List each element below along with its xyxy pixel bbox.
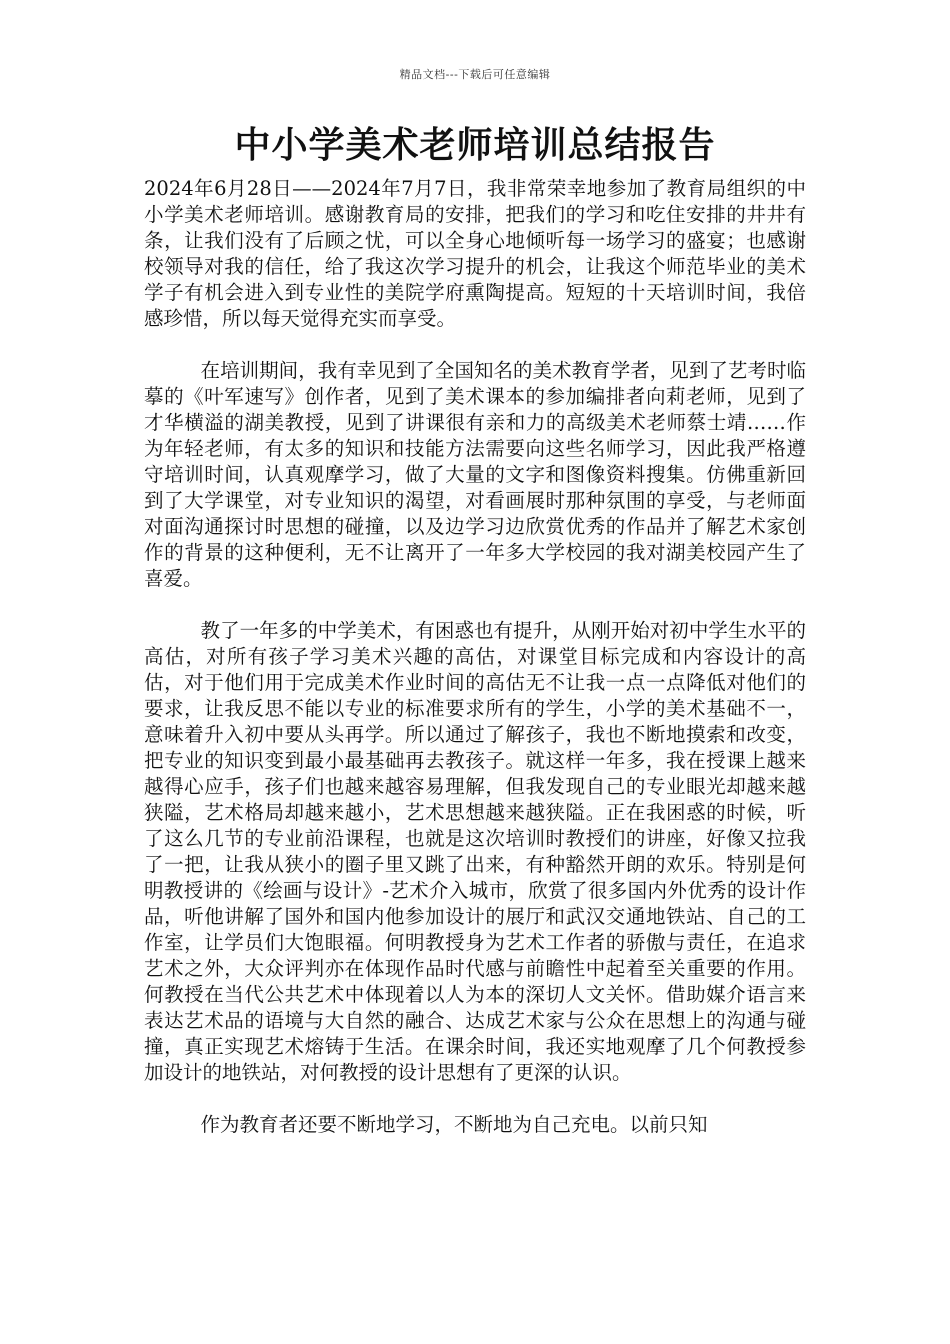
header-note: 精品文档---下载后可任意编辑: [399, 68, 551, 81]
paragraph-1: 2024年6月28日——2024年7月7日，我非常荣幸地参加了教育局组织的中小学美术老师培训。感谢教育局的安排，把我们的学习和吃住安排的井井有条，让我们没有了后顾之忧，可以全身心地倾听每一场学习的盛宴；也感谢校领导对我的信任，给了我这次学习提升的机会，让我这个师范毕业的美术学子有机会进入到专业性的美院学府熏陶提高。短短的十天培训时间，我倍感珍惜，所以每天觉得充实而享受。: [144, 177, 806, 330]
document-title: 中小学美术老师培训总结报告: [234, 124, 716, 166]
document-body: [144, 176, 806, 1138]
paragraph-3: 教了一年多的中学美术，有困惑也有提升，从刚开始对初中学生水平的高估，对所有孩子学习美术兴趣的高估，对课堂目标完成和内容设计的高估，对于他们用于完成美术作业时间的高估无不让我一点一点降低对他们的要求，让我反思不能以专业的标准要求所有的学生，小学的美术基础不一，意味着升入初中要从头再学。所以通过了解孩子，我也不断地摸索和改变，把专业的知识变到最小最基础再去教孩子。就这样一年多，我在授课上越来越得心应手，孩子们也越来越容易理解，但我发现自己的专业眼光却越来越狭隘，艺术格局却越来越小，艺术思想越来越狭隘。正在我困惑的时候，听了这么几节的专业前沿课程，也就是这次培训时教授们的讲座，好像又拉我了一把，让我从狭小的圈子里又跳了出来，有种豁然开朗的欢乐。特别是何明教授讲的《绘画与设计》-艺术介入城市，欣赏了很多国内外优秀的设计作品，听他讲解了国外和国内他参加设计的展厅和武汉交通地铁站、自己的工作室，让学员们大饱眼福。何明教授身为艺术工作者的骄傲与责任，在追求艺术之外，大众评判亦在体现作品时代感与前瞻性中起着至关重要的作用。何教授在当代公共艺术中体现着以人为本的深切人文关怀。借助媒介语言来表达艺术品的语境与大自然的融合、达成艺术家与公众在思想上的沟通与碰撞，真正实现艺术熔铸于生活。在课余时间，我还实地观摩了几个何教授参加设计的地铁站，对何教授的设计思想有了更深的认识。: [144, 619, 806, 1084]
paragraph-4: 作为教育者还要不断地学习，不断地为自己充电。以前只知: [200, 1113, 708, 1136]
paragraph-2: 在培训期间，我有幸见到了全国知名的美术教育学者，见到了艺考时临摹的《叶军速写》创作者，见到了美术课本的参加编排者向莉老师，见到了才华横溢的湖美教授，见到了讲课很有亲和力的高级美术老师蔡士靖……作为年轻老师，有太多的知识和技能方法需要向这些名师学习，因此我严格遵守培训时间，认真观摩学习，做了大量的文字和图像资料搜集。仿佛重新回到了大学课堂，对专业知识的渴望，对看画展时那种氛围的享受，与老师面对面沟通探讨时思想的碰撞，以及边学习边欣赏优秀的作品并了解艺术家创作的背景的这种便利，无不让离开了一年多大学校园的我对湖美校园产生了喜爱。: [144, 359, 806, 590]
